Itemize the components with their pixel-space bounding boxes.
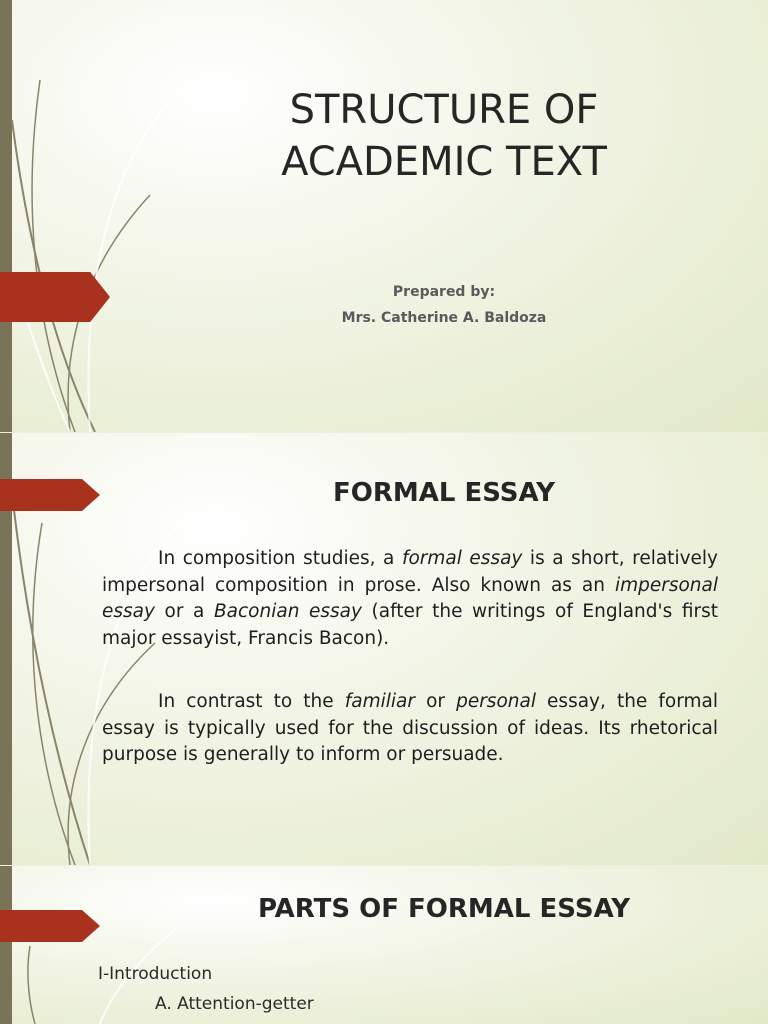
text-run: or a (154, 601, 214, 622)
outline-item: I-Introduction (98, 964, 213, 984)
outline-subitem: A. Attention-getter (155, 994, 314, 1014)
title-line-2: ACADEMIC TEXT (281, 139, 607, 185)
text-run: essay, the formal essay is typically used for the discussion of ideas. Its rhetorical purpose is generally to inform or persuade. (102, 691, 719, 765)
slide-heading: FORMAL ESSAY (332, 478, 555, 508)
page-title (230, 84, 658, 188)
text-run: is a short, relatively impersonal composition in prose. Also known as an (102, 548, 718, 596)
text-run: or (414, 691, 457, 712)
accent-arrow (0, 910, 100, 942)
emphasis-term: Baconian essay (213, 601, 362, 622)
emphasis-term: personal (456, 691, 536, 712)
paragraph-definition (102, 546, 718, 652)
title-line-1: STRUCTURE OF (289, 87, 599, 133)
text-run: In contrast to the (158, 691, 345, 712)
parts-slide (0, 866, 768, 1024)
formal-essay-slide (0, 433, 768, 865)
accent-arrow (0, 479, 100, 511)
emphasis-term: impersonal essay (102, 574, 718, 622)
emphasis-term: formal essay (401, 548, 523, 569)
prepared-by-label: Prepared by: (392, 284, 496, 300)
author-name: Mrs. Catherine A. Baldoza (341, 310, 547, 326)
text-run: (after the writings of England's first major essayist, Francis Bacon). (102, 601, 718, 649)
text-run: In composition studies, a (158, 548, 402, 569)
decorative-swoosh (0, 0, 200, 432)
paragraph-contrast (102, 689, 718, 769)
emphasis-term: familiar (344, 691, 415, 712)
accent-arrow (0, 272, 110, 322)
slide-heading: PARTS OF FORMAL ESSAY (257, 894, 631, 924)
title-slide (0, 0, 768, 432)
